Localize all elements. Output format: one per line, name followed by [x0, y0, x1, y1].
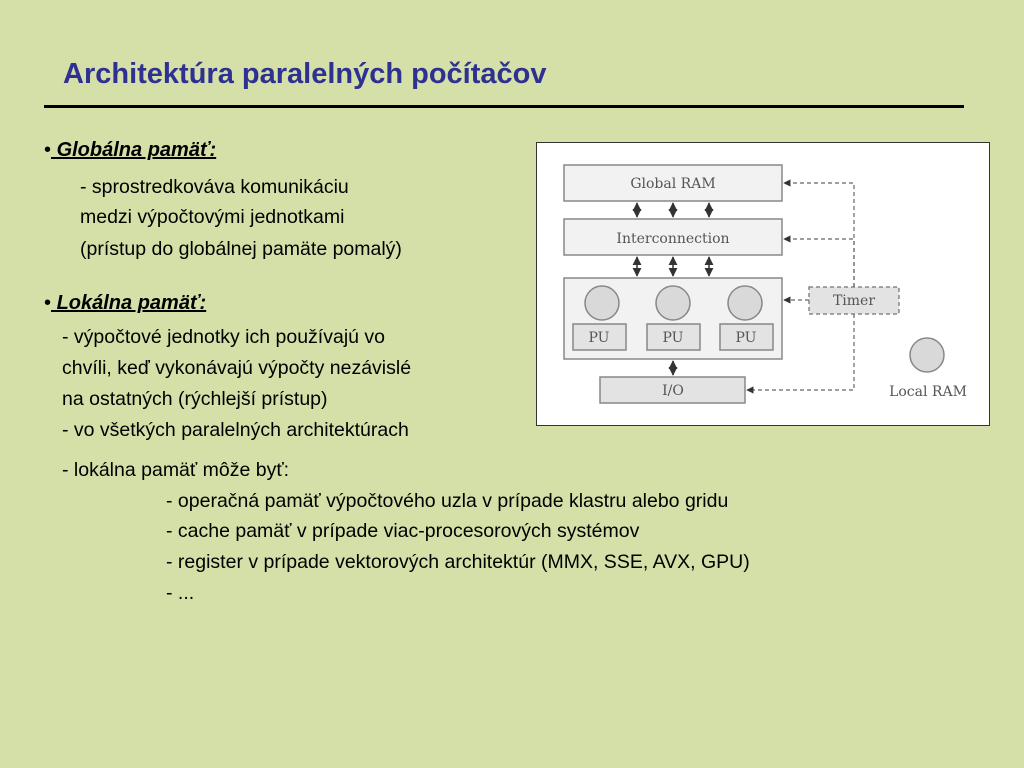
local-ram-circle — [585, 286, 619, 320]
memory-type-item: - register v prípade vektorových architektúr (MMX, SSE, AVX, GPU) — [166, 551, 750, 573]
title-divider — [44, 105, 964, 108]
page-title: Architektúra paralelných počítačov — [63, 58, 547, 90]
local-line-3: na ostatných (rýchlejší prístup) — [62, 388, 328, 410]
timer-to-global-ram-arrow — [784, 183, 854, 287]
memory-type-item: - ... — [166, 582, 195, 604]
pu-label: PU — [735, 330, 757, 346]
local-ram-circle — [656, 286, 690, 320]
local-ram-legend-circle — [910, 338, 944, 372]
global-memory-title: Globálna pamäť: — [51, 139, 217, 161]
local-line-1: - výpočtové jednotky ich používajú vo — [62, 326, 386, 348]
architecture-diagram-svg — [537, 143, 989, 425]
io-label: I/O — [662, 383, 684, 399]
local-line-4: - vo všetkých paralelných architektúrach — [62, 419, 409, 441]
local-line-2: chvíli, keď vykonávajú výpočty nezávislé — [62, 357, 412, 379]
memory-type-item: - cache pamäť v prípade viac-procesorových systémov — [166, 520, 640, 542]
local-memory-title: Lokálna pamäť: — [51, 292, 207, 314]
interconnection-label: Interconnection — [616, 231, 730, 247]
global-ram-label: Global RAM — [630, 176, 716, 192]
global-line-1: - sprostredkováva komunikáciu — [80, 176, 349, 198]
pu-label: PU — [588, 330, 610, 346]
bullet: • — [44, 139, 52, 161]
pu-label: PU — [662, 330, 684, 346]
global-line-2: medzi výpočtovými jednotkami — [80, 206, 345, 228]
local-memory-heading — [44, 288, 206, 318]
memory-type-item: - operačná pamäť výpočtového uzla v prípade klastru alebo gridu — [166, 490, 729, 512]
timer-to-interconnection-arrow — [784, 239, 854, 287]
local-ram-legend-label: Local RAM — [889, 384, 967, 400]
local-ram-circle — [728, 286, 762, 320]
global-memory-heading — [44, 135, 216, 165]
timer-label: Timer — [832, 293, 876, 309]
global-line-3: (prístup do globálnej pamäte pomalý) — [80, 238, 402, 260]
bullet: • — [44, 292, 52, 314]
memory-types-intro: - lokálna pamäť môže byť: — [62, 459, 290, 481]
architecture-diagram — [536, 142, 990, 426]
